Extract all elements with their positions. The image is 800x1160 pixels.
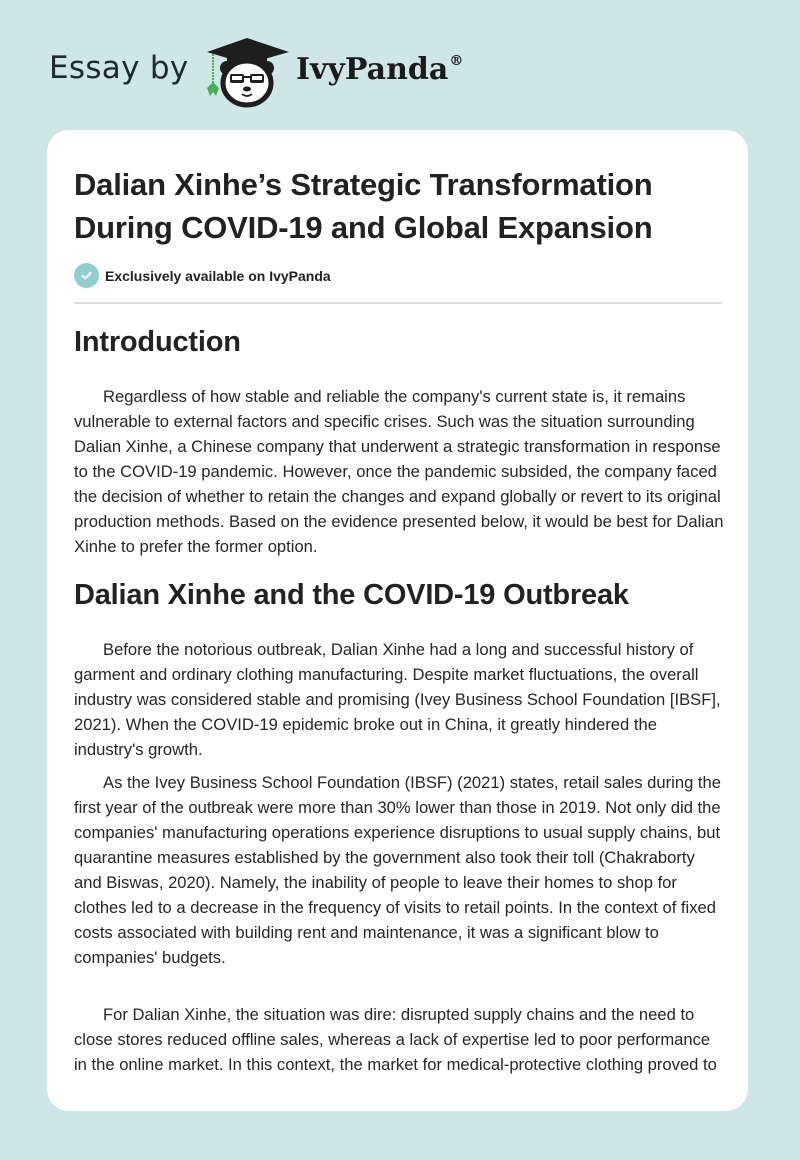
- brand-name: IvyPanda: [296, 52, 449, 87]
- exclusive-badge-text: Exclusively available on IvyPanda: [105, 267, 331, 284]
- check-circle-icon: [74, 263, 99, 288]
- title-divider: [74, 302, 722, 304]
- section-heading-covid-outbreak: Dalian Xinhe and the COVID-19 Outbreak: [74, 579, 629, 611]
- essay-title: Dalian Xinhe’s Strategic Transformation During COVID-19 and Global Expansion: [74, 167, 653, 245]
- paragraph: Before the notorious outbreak, Dalian Xinhe had a long and successful history of garment and ordinary clothing manufacturing. Despite market fluctuations, the overall industry was considered stable and promising (Ivey Business School Foundation [IBSF], 2021). When the COVID-19 epidemic broke out in China, it greatly hindered the industry's growth.: [74, 640, 721, 759]
- registered-mark: ®: [449, 53, 464, 69]
- essay-by-label: Essay by: [49, 50, 189, 86]
- site-header: [0, 0, 800, 130]
- paragraph: Regardless of how stable and reliable the company's current state is, it remains vulnerable to external factors and specific crises. Such was the situation surrounding Dalian Xinhe, a Chinese company that underwent a strategic transformation in response to the COVID-19 pandemic. However, once the pandemic subsided, the company faced the decision of whether to retain the changes and expand globally or revert to its original production methods. Based on the evidence presented below, it would be best for Dalian Xinhe to prefer the former option.: [74, 387, 724, 556]
- panda-graduation-cap-icon[interactable]: [203, 36, 291, 108]
- section-heading-introduction: Introduction: [74, 326, 241, 358]
- essay-card: [47, 130, 748, 1111]
- paragraph: For Dalian Xinhe, the situation was dire: disrupted supply chains and the need to close stores reduced offline sales, whereas a lack of expertise led to poor performance in the online market. In this context, the market for medical-protective clothing proved to: [74, 1005, 717, 1074]
- paragraph: As the Ivey Business School Foundation (IBSF) (2021) states, retail sales during the first year of the outbreak were more than 30% lower than those in 2019. Not only did the companies' manufacturing operations experience disruptions to usual supply chains, but quarantine measures established by the government also took their toll (Chakraborty and Biswas, 2020). Namely, the inability of people to leave their homes to shop for clothes led to a decrease in the frequency of visits to retail points. In the context of fixed costs associated with building rent and maintenance, it was a significant blow to companies' budgets.: [74, 773, 721, 967]
- ivypanda-logo-text[interactable]: [296, 52, 463, 87]
- exclusive-badge: [74, 263, 331, 288]
